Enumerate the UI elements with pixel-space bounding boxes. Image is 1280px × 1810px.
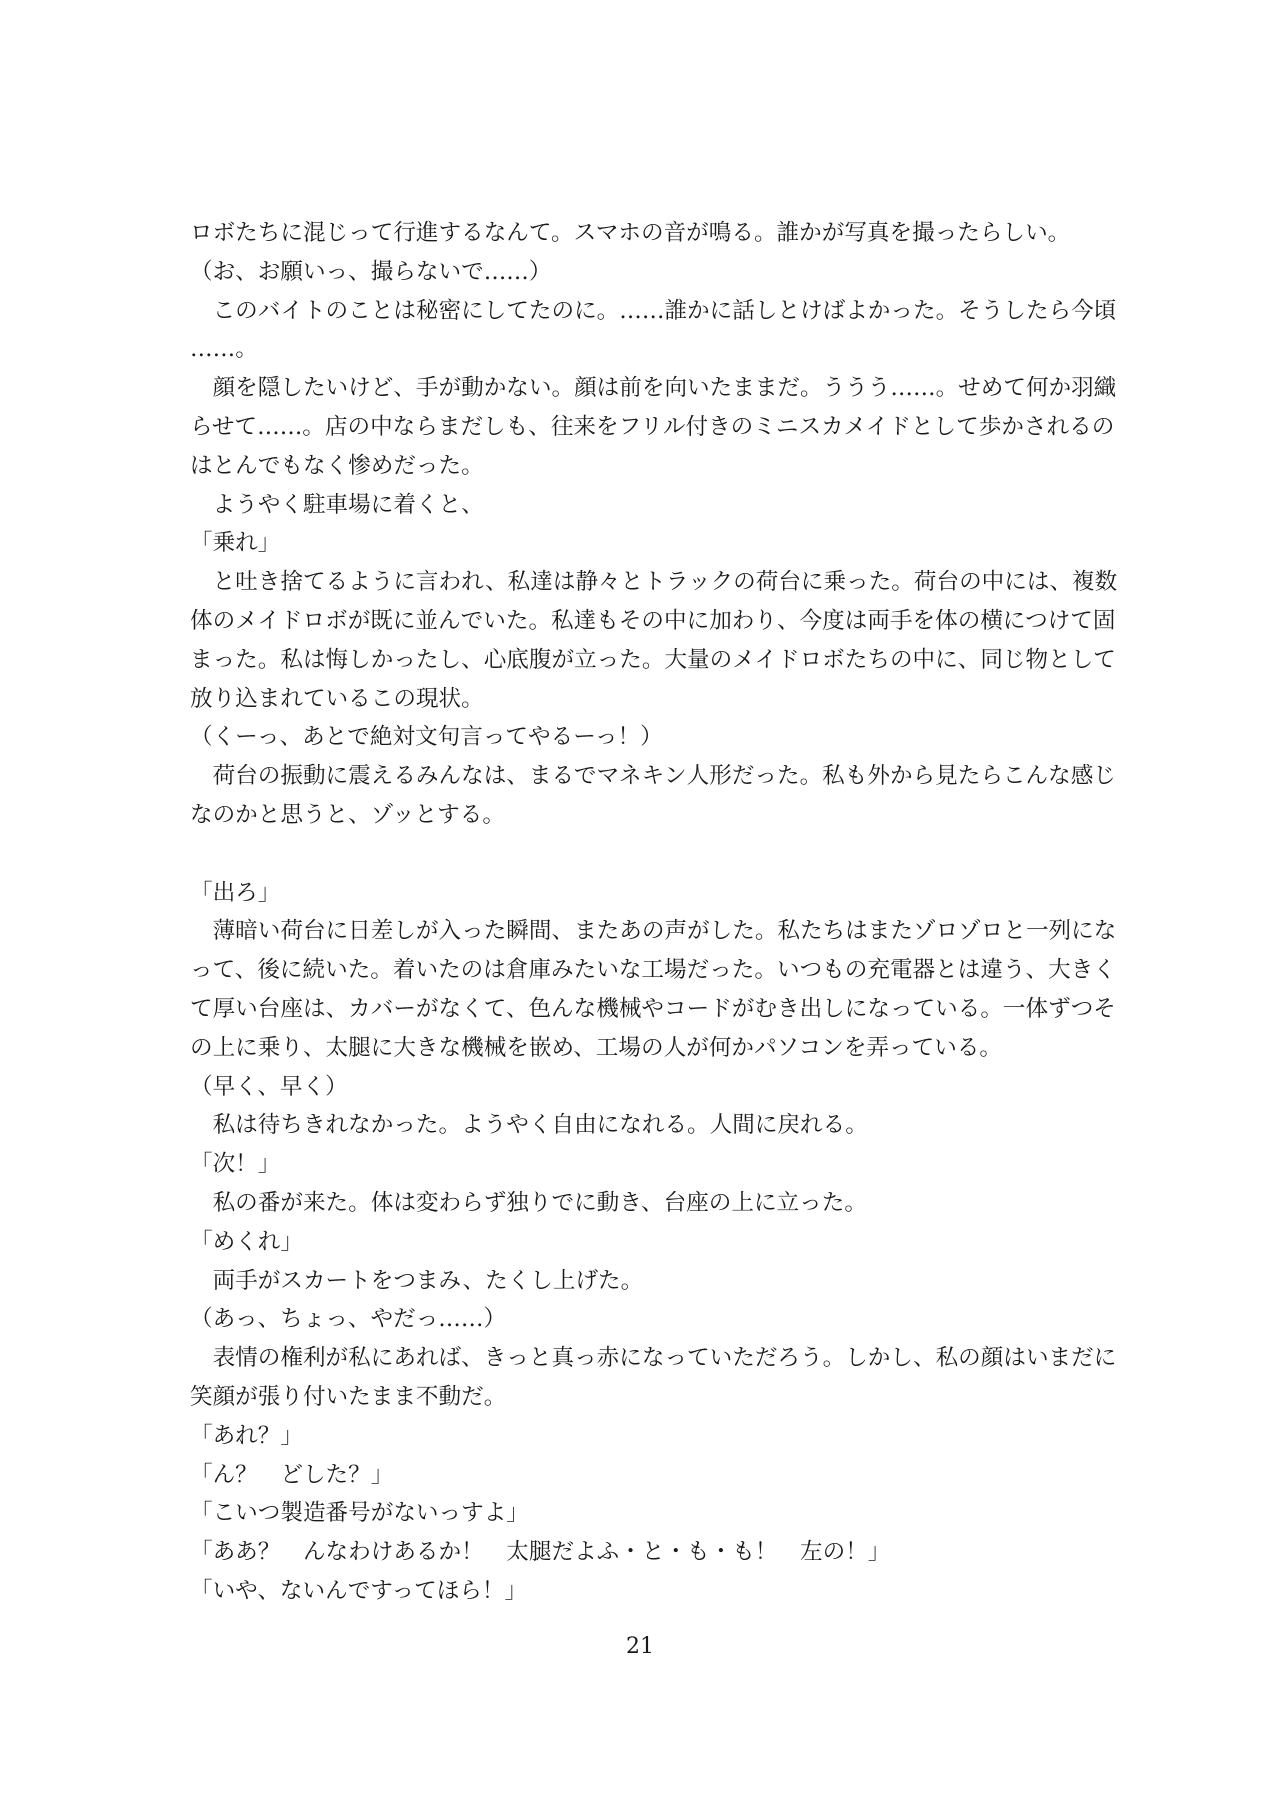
text-line: 顔を隠したいけど、手が動かない。顔は前を向いたままだ。ううう……。せめて何か羽織 [190, 375, 1117, 402]
text-line: の上に乗り、太腿に大きな機械を嵌め、工場の人が何かパソコンを弄っている。 [190, 1034, 1003, 1061]
text-line: 「いや、ないんですってほら！」 [190, 1577, 528, 1604]
text-line: まった。私は悔しかったし、心底腹が立った。大量のメイドロボたちの中に、同じ物として [190, 646, 1116, 673]
page-number: 21 [626, 1634, 654, 1659]
text-line: 体のメイドロボが既に並んでいた。私達もその中に加わり、今度は両手を体の横につけて固 [190, 607, 1116, 634]
text-line: 放り込まれているこの現状。 [190, 685, 484, 712]
text-line: って、後に続いた。着いたのは倉庫みたいな工場だった。いつもの充電器とは違う、大きく [190, 957, 1116, 984]
text-line: はとんでもなく惨めだった。 [190, 452, 484, 479]
text-line: 「あれ？」 [190, 1422, 303, 1449]
text-line: らせて……。店の中ならまだしも、往来をフリル付きのミニスカメイドとして歩かされるの [190, 413, 1115, 440]
text-line: 私の番が来た。体は変わらず独りでに動き、台座の上に立った。 [190, 1189, 867, 1216]
text-line: 笑顔が張り付いたまま不動だ。 [190, 1383, 507, 1410]
body-text [190, 214, 1120, 1611]
text-line: 薄暗い荷台に日差しが入った瞬間、またあの声がした。私たちはまたゾロゾロと一列にな [190, 918, 1117, 945]
text-line: 「出ろ」 [190, 879, 281, 906]
text-line: 表情の権利が私にあれば、きっと真っ赤になっていただろう。しかし、私の顔はいまだに [190, 1345, 1117, 1372]
text-line: 荷台の振動に震えるみんなは、まるでマネキン人形だった。私も外から見たらこんな感じ [190, 763, 1116, 790]
text-line: （お、お願いっ、撮らないで……） [190, 258, 552, 285]
text-line: （あっ、ちょっ、やだっ……） [190, 1306, 507, 1333]
text-line: （早く、早く） [190, 1073, 348, 1100]
text-line: て厚い台座は、カバーがなくて、色んな機械やコードがむき出しになっている。一体ずつそ [190, 995, 1116, 1022]
text-line: ロボたちに混じって行進するなんて。スマホの音が鳴る。誰かが写真を撮ったらしい。 [190, 220, 1071, 246]
text-line: ……。 [190, 336, 258, 363]
text-line: （くーっ、あとで絶対文句言ってやるーっ！） [190, 724, 663, 751]
text-line: 私は待ちきれなかった。ようやく自由になれる。人間に戻れる。 [190, 1112, 868, 1139]
text-line: 「次！」 [190, 1151, 281, 1178]
text-line: ようやく駐車場に着くと、 [190, 491, 484, 518]
text-line: なのかと思うと、ゾッとする。 [190, 801, 505, 828]
text-line: と吐き捨てるように言われ、私達は静々とトラックの荷台に乗った。荷台の中には、複数 [190, 569, 1118, 596]
text-line: 「めくれ」 [190, 1228, 303, 1255]
text-line [190, 835, 1120, 874]
text-line: 「乗れ」 [190, 530, 281, 557]
text-line: 「ん？ どした？」 [190, 1461, 394, 1488]
text-line: 「ああ？ んなわけあるか！ 太腿だよふ・と・も・も！ 左の！」 [190, 1539, 891, 1566]
text-line: 「こいつ製造番号がないっすよ」 [190, 1500, 529, 1527]
text-line: このバイトのことは秘密にしてたのに。……誰かに話しとけばよかった。そうしたら今頃 [190, 297, 1117, 324]
text-line: 両手がスカートをつまみ、たくし上げた。 [190, 1267, 644, 1294]
